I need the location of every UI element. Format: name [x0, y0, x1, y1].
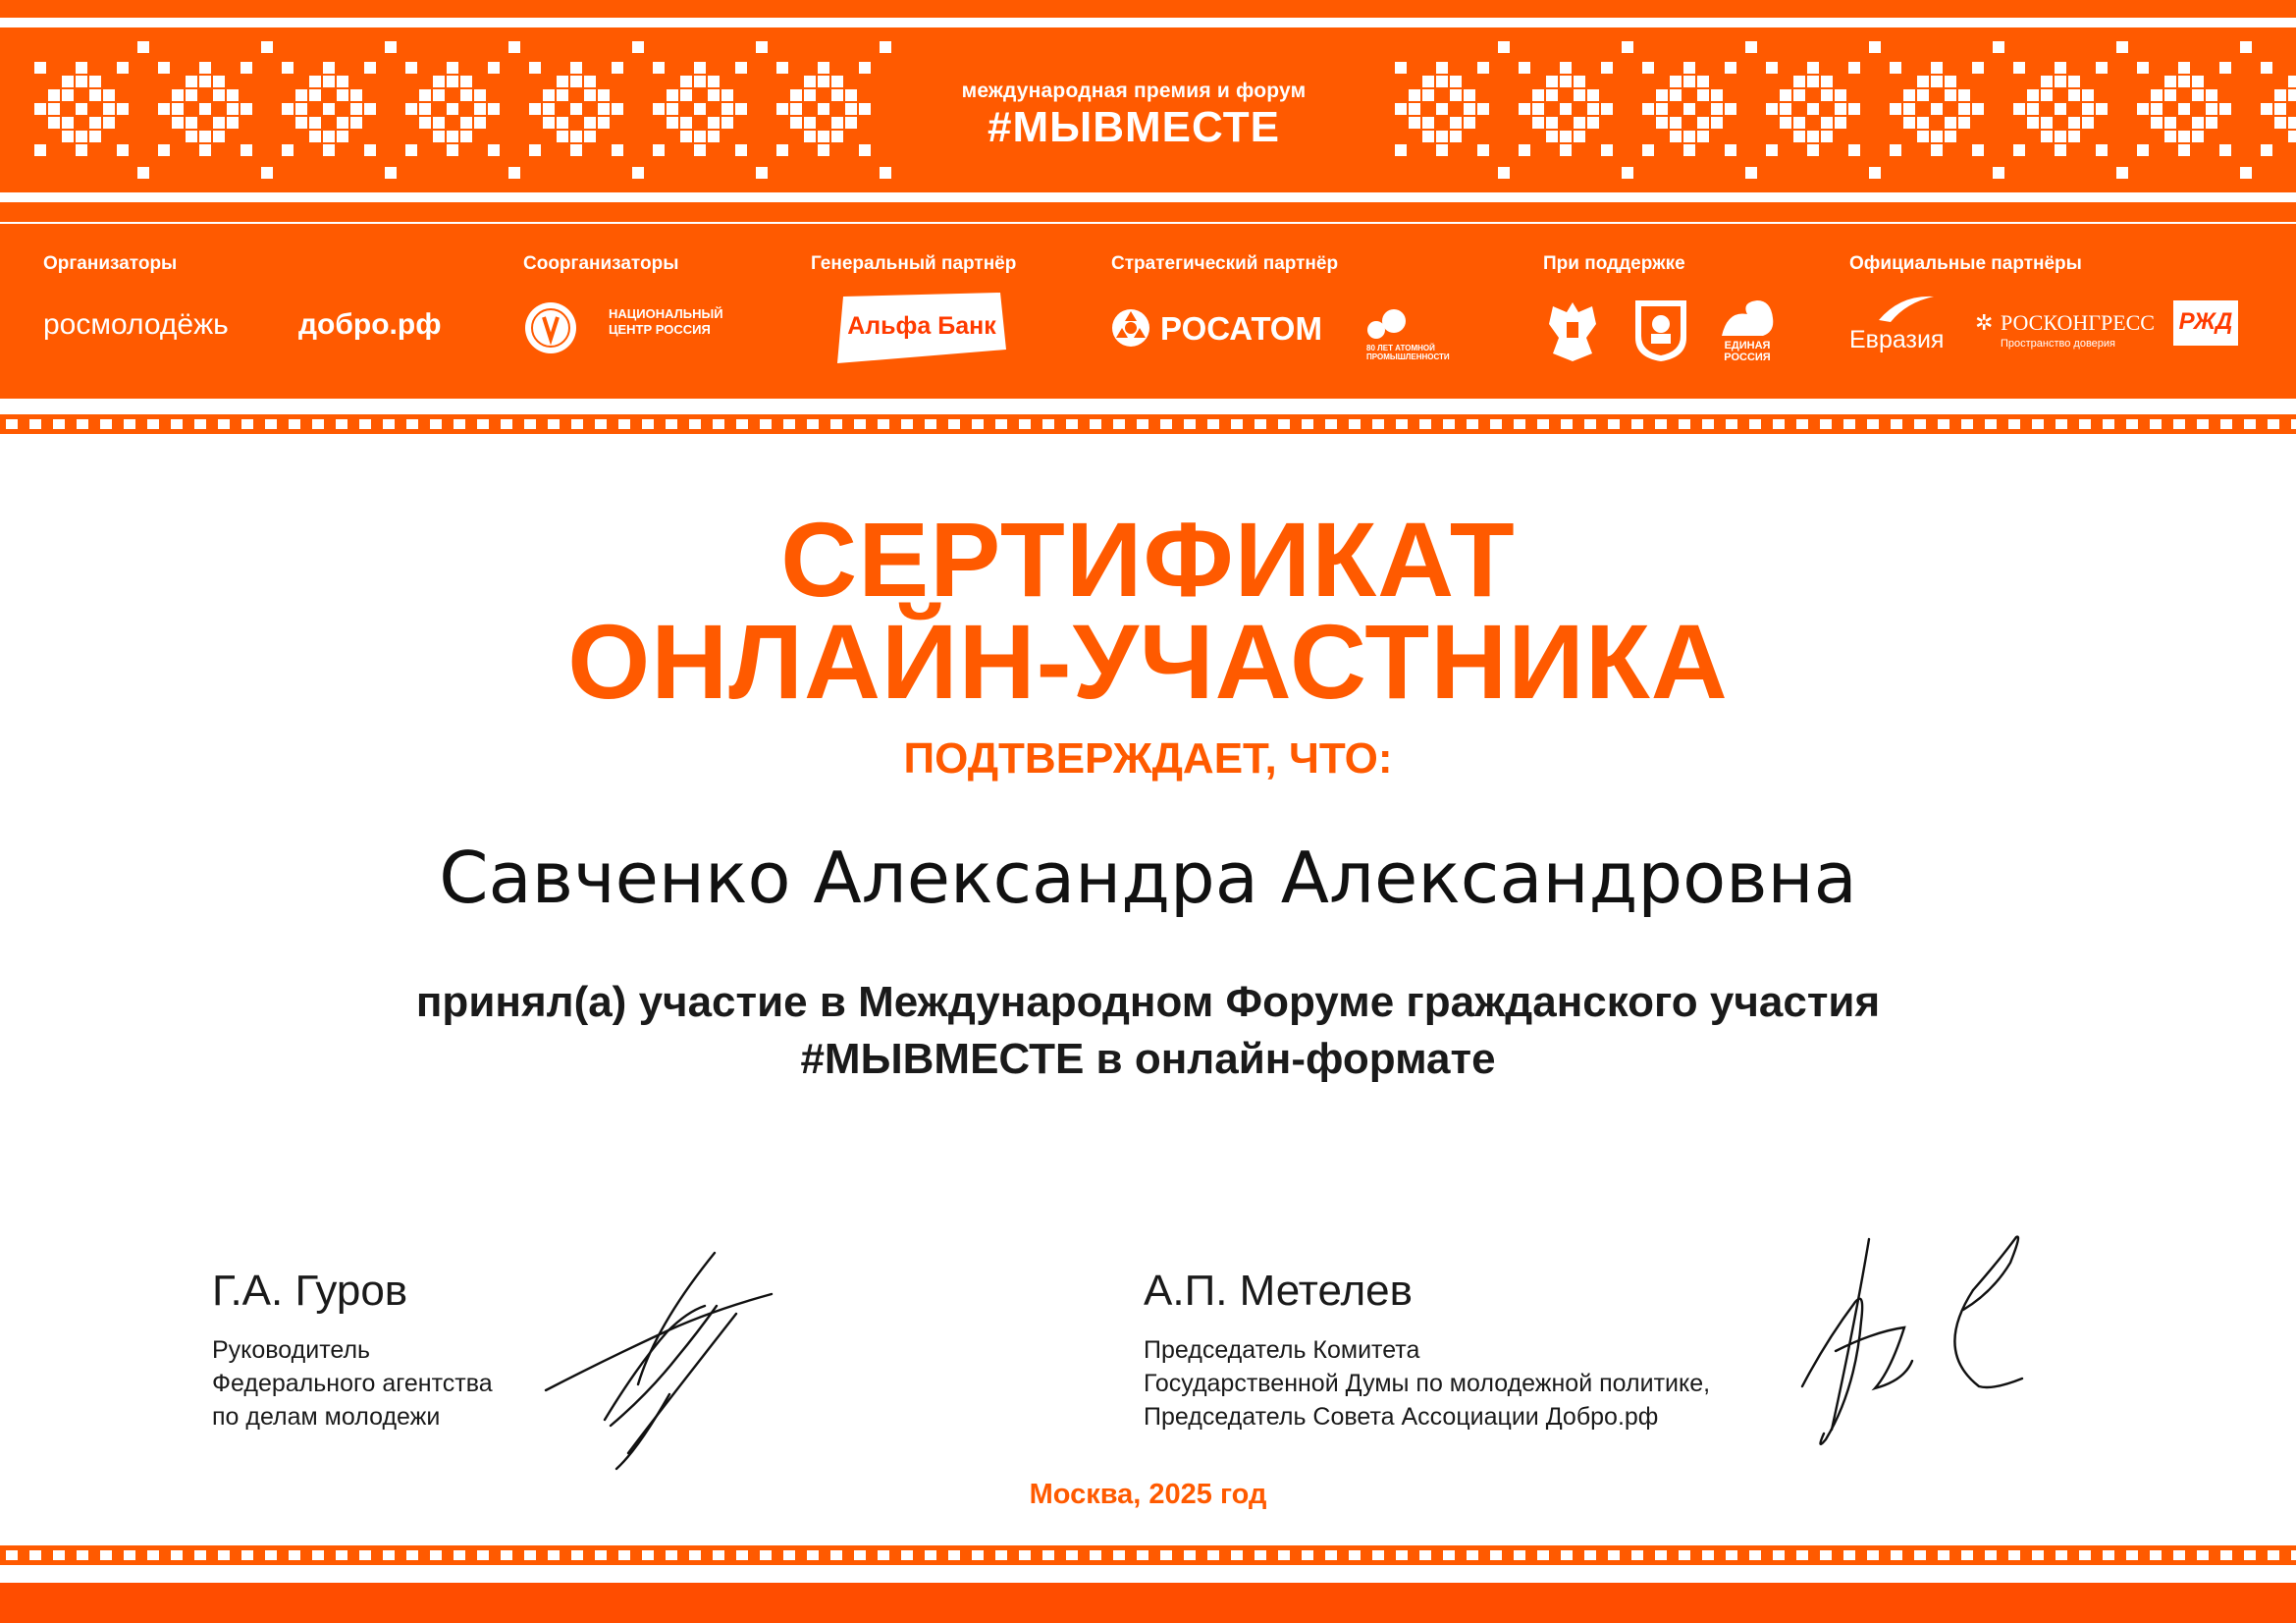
role-general-partner: Генеральный партнёр	[811, 253, 1017, 274]
signatory-role-line: Председатель Совета Ассоциации Добро.рф	[1144, 1403, 1659, 1431]
rosmolodezh-logo	[43, 308, 229, 342]
dobro-logo	[298, 308, 441, 342]
roscongress-subtext: Пространство доверия	[2001, 338, 2116, 350]
divider-stripe-top	[0, 414, 2296, 434]
evrazia-text: Евразия	[1849, 326, 1945, 353]
forum-logo-subtitle: международная премия и форум	[961, 80, 1307, 102]
signatory-metelev	[1144, 1267, 1710, 1434]
roscongress-logo	[1975, 308, 2162, 367]
signatory-role-line: Федерального агентства	[212, 1370, 493, 1397]
signatory-name: А.П. Метелев	[1144, 1267, 1413, 1315]
moscow-coat-of-arms-icon	[1633, 298, 1688, 363]
rosatom-text: РОСАТОМ	[1160, 310, 1322, 347]
signatory-role-line: Государственной Думы по молодежной политике,	[1144, 1370, 1711, 1397]
divider-stripe-bottom	[0, 1545, 2296, 1565]
russia-center-logo	[609, 306, 736, 338]
partners-strip	[0, 224, 2296, 399]
edinaya-rossiya-logo	[1718, 297, 1777, 375]
participation-line1: принял(а) участие в Международном Форуме гражданского участия	[415, 978, 1881, 1026]
russia-coat-of-arms-icon	[1541, 298, 1604, 365]
evrazia-logo	[1849, 293, 1957, 371]
alfa-bank-logo	[837, 293, 1006, 363]
alfa-bank-text: Альфа Банк	[847, 312, 996, 340]
certificate-title-line2: ОНЛАЙН-УЧАСТНИКА	[567, 602, 1729, 721]
signatory-role-line: Председатель Комитета	[1144, 1336, 1420, 1364]
signature-guroov	[540, 1247, 785, 1473]
forum-logo	[923, 79, 1345, 151]
bottom-bar	[0, 1583, 2296, 1623]
atom-80-text: 80 ЛЕТ АТОМНОЙ ПРОМЫШЛЕННОСТИ	[1366, 344, 1450, 361]
recipient-name: Савченко Александра Александровна	[439, 837, 1857, 919]
signatory-role-line: Руководитель	[212, 1336, 371, 1364]
dobro-text: добро.рф	[298, 308, 442, 341]
atom-80-logo	[1366, 306, 1455, 363]
hse-emblem-icon	[523, 300, 578, 355]
rzd-logo	[2173, 300, 2238, 346]
rosatom-logo	[1160, 310, 1322, 348]
rosatom-icon	[1111, 308, 1150, 348]
confirms-text: ПОДТВЕРЖДАЕТ, ЧТО:	[903, 734, 1393, 783]
role-co-organizers: Соорганизаторы	[523, 253, 679, 274]
rosmolodezh-text: росмолодёжь	[43, 308, 229, 341]
forum-logo-title: #МЫВМЕСТЕ	[988, 103, 1280, 151]
edinaya-rossiya-text: ЕДИНАЯ РОССИЯ	[1724, 340, 1771, 363]
signatory-role-line: по делам молодежи	[212, 1403, 441, 1431]
signatory-guroov	[212, 1267, 493, 1434]
participation-line2: #МЫВМЕСТЕ в онлайн-формате	[800, 1035, 1496, 1083]
roscongress-star-icon: ✲	[1975, 310, 1994, 335]
role-strategic-partner: Стратегический партнёр	[1111, 253, 1339, 274]
role-official-partners: Официальные партнёры	[1849, 253, 2082, 274]
role-support: При поддержке	[1543, 253, 1685, 274]
russia-center-text: НАЦИОНАЛЬНЫЙ ЦЕНТР РОССИЯ	[609, 306, 723, 337]
signatory-name: Г.А. Гуров	[212, 1267, 408, 1315]
signature-metelev	[1796, 1233, 2091, 1459]
place-and-date: Москва, 2025 год	[1029, 1479, 1267, 1510]
role-organizers: Организаторы	[43, 253, 178, 274]
certificate-title-line1: СЕРТИФИКАТ	[780, 500, 1516, 619]
rzd-text: РЖД	[2178, 308, 2233, 335]
roscongress-text: РОСКОНГРЕСС	[2001, 310, 2155, 335]
